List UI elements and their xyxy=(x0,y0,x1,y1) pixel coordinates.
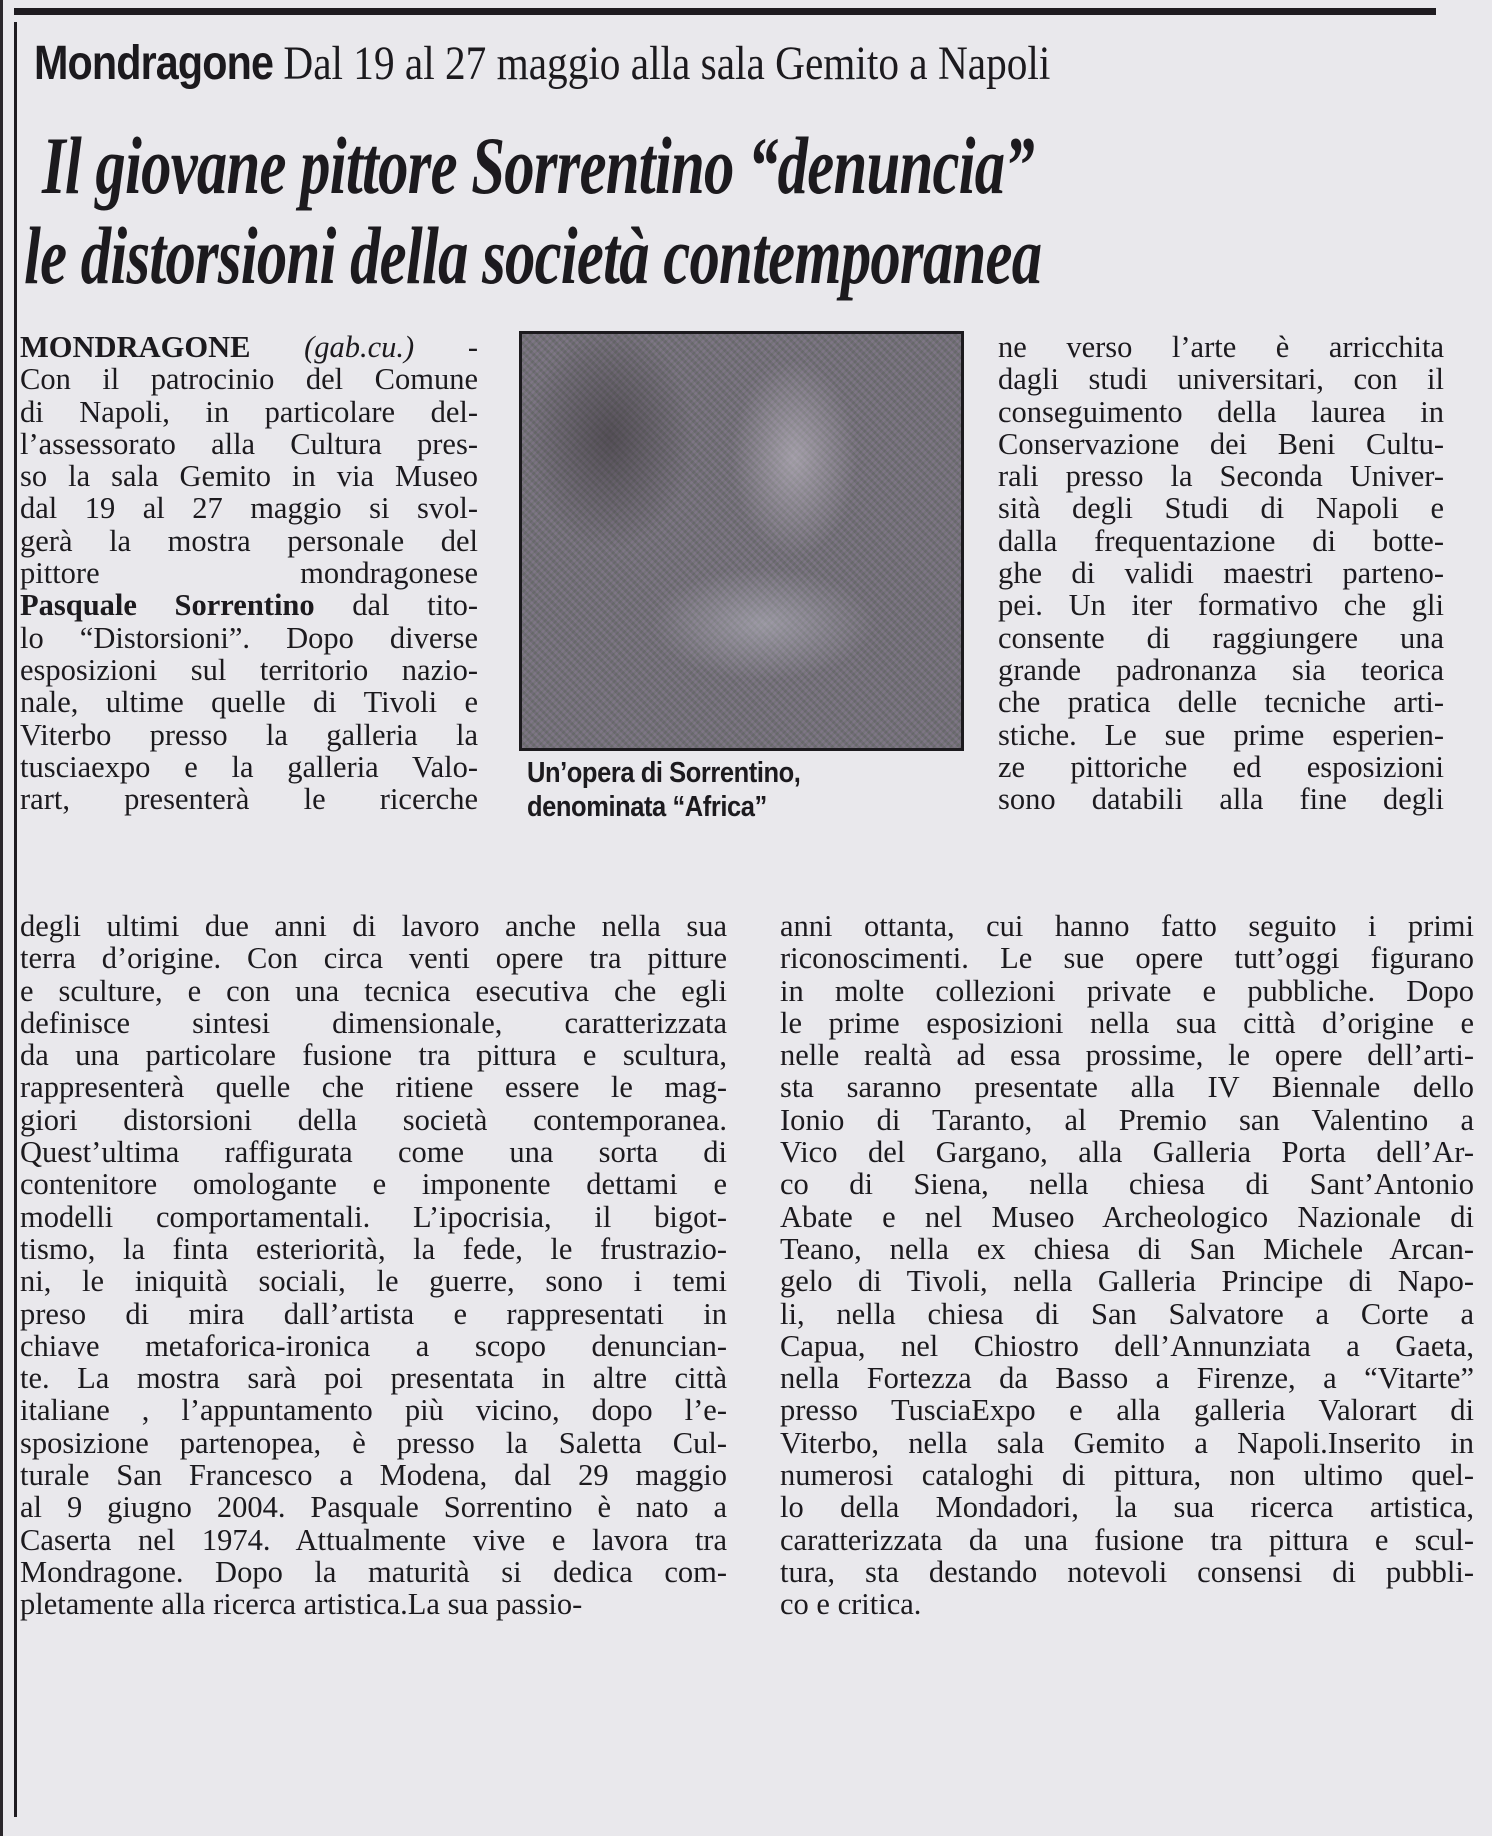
text-line: nale, ultime quelle di Tivoli e xyxy=(20,685,478,720)
text-line: pei. Un iter formativo che gli xyxy=(998,588,1444,623)
text-line: lo della Mondadori, la sua ricerca artistica, xyxy=(780,1490,1474,1525)
text-line: turale San Francesco a Modena, dal 29 maggio xyxy=(20,1458,727,1493)
text-line: ne verso l’arte è arricchita xyxy=(998,330,1444,364)
article-column-d xyxy=(780,910,1474,1621)
byline-place: MONDRAGONE xyxy=(20,330,251,364)
text-line: che pratica delle tecniche arti- xyxy=(998,685,1444,720)
text-line: pletamente alla ricerca artistica.La sua passio- xyxy=(20,1587,583,1622)
text-line: tismo, la finta esteriorità, la fede, le frustrazio- xyxy=(20,1231,727,1266)
text-line: grande padronanza sia teorica xyxy=(998,652,1444,687)
text-line: le prime esposizioni nella sua città d’origine e xyxy=(780,1005,1474,1040)
column-b-lines xyxy=(20,910,727,1621)
text-line: consente di raggiungere una xyxy=(998,620,1444,655)
text-line: degli ultimi due anni di lavoro anche nella sua xyxy=(20,909,727,943)
text-line: ze pittoriche ed esposizioni xyxy=(998,749,1444,784)
text-line: dagli studi universitari, con il xyxy=(998,362,1444,397)
text-line: dal 19 al 27 maggio si svol- xyxy=(20,491,478,526)
top-rule xyxy=(14,8,1436,15)
text-line: Conservazione dei Beni Cultu- xyxy=(998,426,1444,461)
text-line: pittore mondragonese xyxy=(20,556,478,591)
text-line: modelli comportamentali. L’ipocrisia, il bigot- xyxy=(20,1199,727,1234)
byline-author: (gab.cu.) xyxy=(304,330,415,364)
text-line: in molte collezioni private e pubbliche. Dopo xyxy=(780,973,1474,1008)
article-column-c xyxy=(998,331,1444,815)
artwork-image-africa xyxy=(519,331,964,751)
column-c-lines xyxy=(998,331,1444,815)
text-line: terra d’origine. Con circa venti opere tra pitture xyxy=(20,941,727,976)
text-line: sità degli Studi di Napoli e xyxy=(998,491,1444,526)
text-line: conseguimento della laurea in xyxy=(998,394,1444,429)
text-line: presso TusciaExpo e alla galleria Valorart di xyxy=(780,1393,1474,1428)
text-line: stiche. Le sue prime esperien- xyxy=(998,717,1444,752)
caption-line-2: denominata “Africa” xyxy=(527,791,767,823)
text-line: tura, sta destando notevoli consensi di pubbli- xyxy=(780,1554,1474,1589)
kicker xyxy=(34,34,1247,94)
page-edge xyxy=(0,0,3,1836)
text-line: Vico del Gargano, alla Galleria Porta dell’Ar- xyxy=(780,1135,1474,1170)
text-line: co di Siena, nella chiesa di Sant’Antonio xyxy=(780,1167,1474,1202)
text-line: e sculture, e con una tecnica esecutiva che egli xyxy=(20,973,727,1008)
text-line: Abate e nel Museo Archeologico Nazionale di xyxy=(780,1199,1474,1234)
headline-line-1: Il giovane pittore Sorrentino “denuncia” xyxy=(42,120,1034,211)
text-line: numerosi cataloghi di pittura, non ultimo quel- xyxy=(780,1458,1474,1493)
text-line: nelle realtà ad essa prossime, le opere dell’arti- xyxy=(780,1038,1474,1073)
text-line: Capua, nel Chiostro dell’Annunziata a Gaeta, xyxy=(780,1328,1474,1363)
column-a-lines-after xyxy=(20,622,478,816)
text-line: Ionio di Taranto, al Premio san Valentino a xyxy=(780,1102,1474,1137)
text-line: esposizioni sul territorio nazio- xyxy=(20,652,478,687)
text-line: Caserta nel 1974. Attualmente vive e lavora tra xyxy=(20,1522,727,1557)
text-line: rali presso la Seconda Univer- xyxy=(998,459,1444,494)
text-line: riconoscimenti. Le sue opere tutt’oggi figurano xyxy=(780,941,1474,976)
text-line: caratterizzata da una fusione tra pittura e scul- xyxy=(780,1522,1474,1557)
text-line: Teano, nella ex chiesa di San Michele Arcan- xyxy=(780,1231,1474,1266)
byline-dash: - xyxy=(467,330,478,364)
text-line: Quest’ultima raffigurata come una sorta di xyxy=(20,1135,727,1170)
article-column-a xyxy=(20,331,478,815)
text-line: sta saranno presentate alla IV Biennale dello xyxy=(780,1070,1474,1105)
text-line: italiane , l’appuntamento più vicino, dopo l’e- xyxy=(20,1393,727,1428)
artist-name-rest: dal tito- xyxy=(314,588,478,623)
text-line: rappresenterà quelle che ritiene essere le mag- xyxy=(20,1070,727,1105)
text-line: nella Fortezza da Basso a Firenze, a “Vitarte” xyxy=(780,1361,1474,1396)
text-line: tusciaexpo e la galleria Valo- xyxy=(20,749,478,784)
text-line: al 9 giugno 2004. Pasquale Sorrentino è nato a xyxy=(20,1490,727,1525)
text-line: lo “Distorsioni”. Dopo diverse xyxy=(20,620,478,655)
byline xyxy=(20,331,478,363)
text-line: contenitore omologante e imponente dettami e xyxy=(20,1167,727,1202)
text-line: gelo di Tivoli, nella Galleria Principe di Napo- xyxy=(780,1264,1474,1299)
text-line: sono databili alla fine degli xyxy=(998,782,1444,817)
text-line: preso di mira dall’artista e rappresentati in xyxy=(20,1296,727,1331)
text-line: li, nella chiesa di San Salvatore a Corte a xyxy=(780,1296,1474,1331)
figure-caption xyxy=(527,756,897,824)
artist-name: Pasquale Sorrentino xyxy=(20,588,315,623)
text-line: so la sala Gemito in via Museo xyxy=(20,459,478,494)
text-line: rart, presenterà le ricerche xyxy=(20,782,478,817)
text-line: Mondragone. Dopo la maturità si dedica com- xyxy=(20,1554,727,1589)
left-column-rule xyxy=(14,22,17,1817)
kicker-place: Mondragone xyxy=(34,37,274,90)
text-line: anni ottanta, cui hanno fatto seguito i primi xyxy=(780,909,1474,943)
text-line: di Napoli, in particolare del- xyxy=(20,394,478,429)
text-line: definisce sintesi dimensionale, caratterizzata xyxy=(20,1005,727,1040)
text-line: chiave metaforica-ironica a scopo denuncian- xyxy=(20,1328,727,1363)
caption-line-1: Un’opera di Sorrentino, xyxy=(527,757,801,789)
column-d-lines xyxy=(780,910,1474,1621)
text-line: Viterbo presso la galleria la xyxy=(20,717,478,752)
text-line: te. La mostra sarà poi presentata in altre città xyxy=(20,1361,727,1396)
text-line: Con il patrocinio del Comune xyxy=(20,362,478,397)
text-line: co e critica. xyxy=(780,1587,922,1622)
text-line: ghe di validi maestri parteno- xyxy=(998,556,1444,591)
text-line: da una particolare fusione tra pittura e scultura, xyxy=(20,1038,727,1073)
text-line: gerà la mostra personale del xyxy=(20,523,478,558)
article-column-b xyxy=(20,910,727,1621)
text-line: ni, le iniquità sociali, le guerre, sono i temi xyxy=(20,1264,727,1299)
text-line xyxy=(20,589,478,621)
text-line: Viterbo, nella sala Gemito a Napoli.Inserito in xyxy=(780,1425,1474,1460)
kicker-subtitle: Dal 19 al 27 maggio alla sala Gemito a Napoli xyxy=(283,37,1051,90)
text-line: giori distorsioni della società contemporanea. xyxy=(20,1102,727,1137)
headline-line-2: le distorsioni della società contemporanea xyxy=(24,210,1042,301)
text-line: l’assessorato alla Cultura pres- xyxy=(20,426,478,461)
text-line: sposizione partenopea, è presso la Saletta Cul- xyxy=(20,1425,727,1460)
text-line: dalla frequentazione di botte- xyxy=(998,523,1444,558)
column-a-lines xyxy=(20,363,478,589)
